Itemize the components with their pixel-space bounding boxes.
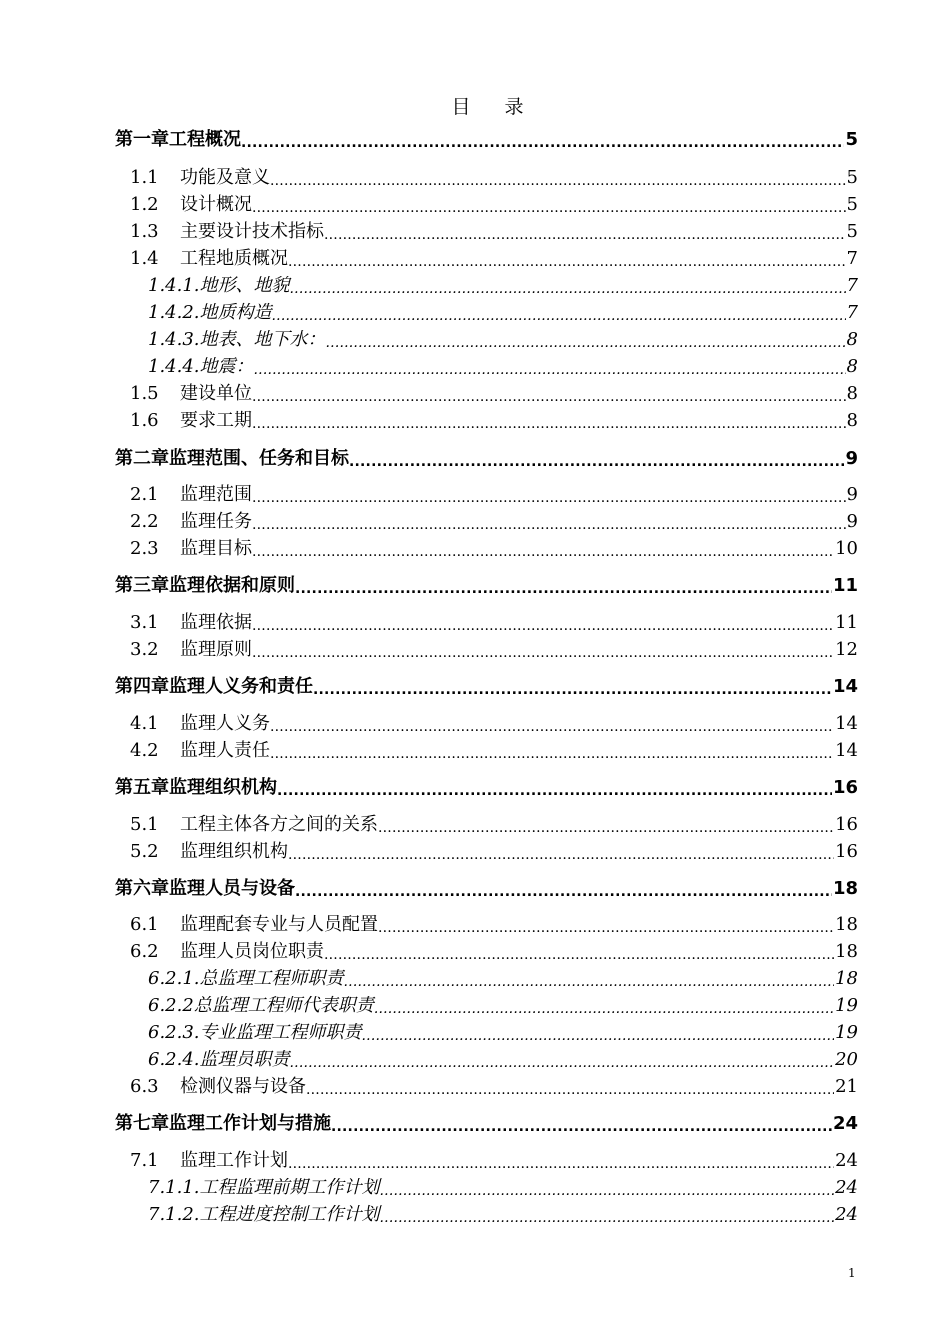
toc-entry[interactable]	[130, 1149, 858, 1173]
toc-entry-label: 第六章监理人员与设备	[115, 878, 295, 899]
dot-leader	[378, 913, 834, 937]
dot-leader	[313, 675, 832, 699]
toc-entry-label: 6.2.2总监理工程师代表职责	[148, 995, 374, 1016]
toc-entry[interactable]	[130, 739, 858, 763]
dot-leader	[252, 537, 834, 561]
toc-entry-label: 6.2.3.专业监理工程师职责	[148, 1022, 362, 1043]
toc-entry-number: 3.1	[130, 612, 159, 633]
toc-entry-page: 9	[846, 511, 858, 532]
toc-entry[interactable]	[115, 776, 858, 800]
toc-entry[interactable]	[130, 638, 858, 662]
toc-entry-page: 7	[846, 275, 858, 296]
toc-entry-page: 14	[835, 740, 858, 761]
toc-entry-label: 监理配套专业与人员配置	[180, 914, 378, 935]
toc-entry-label: 1.4.3.地表、地下水：	[148, 329, 326, 350]
toc-entry[interactable]	[130, 712, 858, 736]
dot-leader	[290, 274, 846, 298]
toc-entry[interactable]	[130, 840, 858, 864]
toc-entry-number: 4.1	[130, 713, 159, 734]
toc-entry-number: 1.5	[130, 383, 159, 404]
toc-entry-label: 监理工作计划	[180, 1150, 288, 1171]
toc-entry-page: 5	[846, 167, 858, 188]
toc-entry[interactable]	[148, 301, 858, 325]
toc-entry-page: 19	[835, 1022, 858, 1043]
dot-leader	[362, 1021, 835, 1045]
toc-entry-page: 24	[835, 1177, 858, 1198]
dot-leader	[252, 409, 846, 433]
page-number: 1	[848, 1266, 856, 1280]
dot-leader	[326, 328, 846, 352]
toc-entry[interactable]	[148, 355, 858, 379]
toc-entry-number: 1.2	[130, 194, 159, 215]
toc-entry-page: 7	[846, 302, 858, 323]
dot-leader	[344, 967, 835, 991]
toc-entry-page: 24	[832, 1113, 858, 1134]
toc-entry-label: 要求工期	[180, 410, 252, 431]
toc-entry-page: 8	[846, 383, 858, 404]
toc-entry-page: 14	[832, 676, 858, 697]
toc-entry-label: 监理目标	[180, 538, 252, 559]
toc-entry[interactable]	[148, 328, 858, 352]
toc-entry-page: 24	[835, 1204, 858, 1225]
toc-entry-label: 监理依据	[180, 612, 252, 633]
toc-entry-page: 5	[845, 129, 858, 150]
toc-entry-label: 工程主体各方之间的关系	[180, 814, 378, 835]
toc-title-char-1: 目	[451, 96, 471, 118]
dot-leader	[270, 739, 834, 763]
toc-entry[interactable]	[130, 220, 858, 244]
toc-entry-number: 2.3	[130, 538, 159, 559]
dot-leader	[374, 994, 834, 1018]
toc-entry-label: 第四章监理人义务和责任	[115, 676, 313, 697]
toc-entry-label: 功能及意义	[180, 167, 270, 188]
toc-entry[interactable]	[148, 1048, 858, 1072]
toc-entry-label: 第七章监理工作计划与措施	[115, 1113, 331, 1134]
toc-entry-label: 第二章监理范围、任务和目标	[115, 448, 349, 469]
toc-entry-page: 24	[835, 1150, 858, 1171]
toc-entry[interactable]	[130, 940, 858, 964]
dot-leader	[331, 1112, 832, 1136]
toc-entry[interactable]	[115, 447, 858, 471]
toc-entry-label: 第三章监理依据和原则	[115, 575, 295, 596]
toc-entry-page: 19	[835, 995, 858, 1016]
toc-entry-label: 监理人义务	[180, 713, 270, 734]
toc-entry-label: 监理组织机构	[180, 841, 288, 862]
dot-leader	[380, 1203, 835, 1227]
toc-entry-label: 监理范围	[180, 484, 252, 505]
dot-leader	[270, 166, 846, 190]
toc-entry-number: 2.1	[130, 484, 159, 505]
toc-entry-number: 5.2	[130, 841, 159, 862]
toc-entry-page: 12	[835, 639, 858, 660]
dot-leader	[295, 574, 832, 598]
toc-entry-label: 工程地质概况	[180, 248, 288, 269]
toc-entry[interactable]	[148, 1021, 858, 1045]
toc-entry-number: 6.2	[130, 941, 159, 962]
toc-entry-page: 16	[835, 814, 858, 835]
toc-entry[interactable]	[148, 994, 858, 1018]
toc-entry-page: 10	[835, 538, 858, 559]
dot-leader	[306, 1075, 834, 1099]
toc-entry[interactable]	[148, 274, 858, 298]
dot-leader	[324, 940, 834, 964]
toc-entry-page: 5	[846, 194, 858, 215]
dot-leader	[380, 1176, 835, 1200]
dot-leader	[290, 1048, 835, 1072]
toc-entry[interactable]	[130, 409, 858, 433]
toc-entry-number: 5.1	[130, 814, 159, 835]
dot-leader	[252, 510, 846, 534]
toc-entry-label: 主要设计技术指标	[180, 221, 324, 242]
toc-entry[interactable]	[130, 483, 858, 507]
toc-entry-page: 9	[846, 484, 858, 505]
toc-entry-page: 21	[835, 1076, 858, 1097]
toc-entry-label: 1.4.2.地质构造	[148, 302, 272, 323]
toc-entry-page: 5	[846, 221, 858, 242]
toc-entry-page: 20	[835, 1049, 858, 1070]
toc-entry-label: 7.1.1.工程监理前期工作计划	[148, 1177, 380, 1198]
dot-leader	[252, 638, 834, 662]
toc-entry-page: 14	[835, 713, 858, 734]
toc-entry-number: 1.1	[130, 167, 159, 188]
toc-entry[interactable]	[130, 382, 858, 406]
toc-entry[interactable]	[148, 1203, 858, 1227]
toc-entry[interactable]	[130, 510, 858, 534]
toc-entry-page: 11	[832, 575, 858, 596]
toc-entry-label: 1.4.1.地形、地貌	[148, 275, 290, 296]
dot-leader	[288, 1149, 834, 1173]
toc-entry-label: 6.2.1.总监理工程师职责	[148, 968, 344, 989]
toc-entry-number: 1.3	[130, 221, 159, 242]
dot-leader	[324, 220, 846, 244]
dot-leader	[270, 712, 834, 736]
dot-leader	[295, 877, 832, 901]
toc-entry-number: 2.2	[130, 511, 159, 532]
toc-entry[interactable]	[130, 813, 858, 837]
toc-entry-number: 3.2	[130, 639, 159, 660]
toc-entry-page: 18	[835, 941, 858, 962]
toc-entry-number: 4.2	[130, 740, 159, 761]
toc-entry-number: 1.6	[130, 410, 159, 431]
toc-entry[interactable]	[130, 247, 858, 271]
toc-entry-label: 设计概况	[180, 194, 252, 215]
toc-entry-number: 6.3	[130, 1076, 159, 1097]
toc-entry[interactable]	[130, 913, 858, 937]
toc-entry-label: 第五章监理组织机构	[115, 777, 277, 798]
toc-entry-label: 6.2.4.监理员职责	[148, 1049, 290, 1070]
dot-leader	[252, 382, 846, 406]
toc-entry-label: 监理原则	[180, 639, 252, 660]
toc-entry[interactable]	[115, 675, 858, 699]
dot-leader	[349, 447, 844, 471]
toc-entry-label: 7.1.2.工程进度控制工作计划	[148, 1204, 380, 1225]
toc-entry[interactable]	[130, 166, 858, 190]
toc-entry-label: 第一章工程概况	[115, 129, 241, 150]
toc-entry[interactable]	[115, 1112, 858, 1136]
toc-entry-page: 18	[835, 914, 858, 935]
toc-entry-label: 检测仪器与设备	[180, 1076, 306, 1097]
toc-entry-page: 8	[846, 356, 858, 377]
toc-entry-page: 8	[846, 329, 858, 350]
toc-entry[interactable]	[115, 574, 858, 598]
toc-entry-page: 7	[846, 248, 858, 269]
toc-entry-page: 18	[832, 878, 858, 899]
toc-entry-page: 16	[832, 777, 858, 798]
toc-entry[interactable]	[130, 537, 858, 561]
toc-entry-number: 7.1	[130, 1150, 159, 1171]
dot-leader	[252, 193, 846, 217]
dot-leader	[288, 247, 846, 271]
toc-entry[interactable]	[148, 1176, 858, 1200]
toc-entry-page: 11	[835, 612, 858, 633]
toc-entry[interactable]	[115, 877, 858, 901]
dot-leader	[252, 483, 846, 507]
toc-entry-number: 1.4	[130, 248, 159, 269]
toc-entry[interactable]	[148, 967, 858, 991]
toc-entry-label: 监理人责任	[180, 740, 270, 761]
toc-entry-number: 6.1	[130, 914, 159, 935]
toc-title	[0, 92, 950, 119]
dot-leader	[378, 813, 834, 837]
dot-leader	[241, 128, 844, 152]
toc-entry-page: 9	[845, 448, 858, 469]
toc-entry-page: 16	[835, 841, 858, 862]
dot-leader	[272, 301, 846, 325]
toc-entry[interactable]	[115, 128, 858, 152]
toc-entry-label: 监理人员岗位职责	[180, 941, 324, 962]
toc-entry[interactable]	[130, 1075, 858, 1099]
dot-leader	[277, 776, 832, 800]
toc-entry[interactable]	[130, 611, 858, 635]
toc-entry-page: 8	[846, 410, 858, 431]
toc-title-char-2: 录	[504, 96, 524, 118]
toc-entry-label: 监理任务	[180, 511, 252, 532]
toc-entry-label: 建设单位	[180, 383, 252, 404]
toc-entry-page: 18	[835, 968, 858, 989]
toc-entry-label: 1.4.4.地震：	[148, 356, 254, 377]
dot-leader	[288, 840, 834, 864]
dot-leader	[252, 611, 834, 635]
dot-leader	[254, 355, 846, 379]
toc-entry[interactable]	[130, 193, 858, 217]
